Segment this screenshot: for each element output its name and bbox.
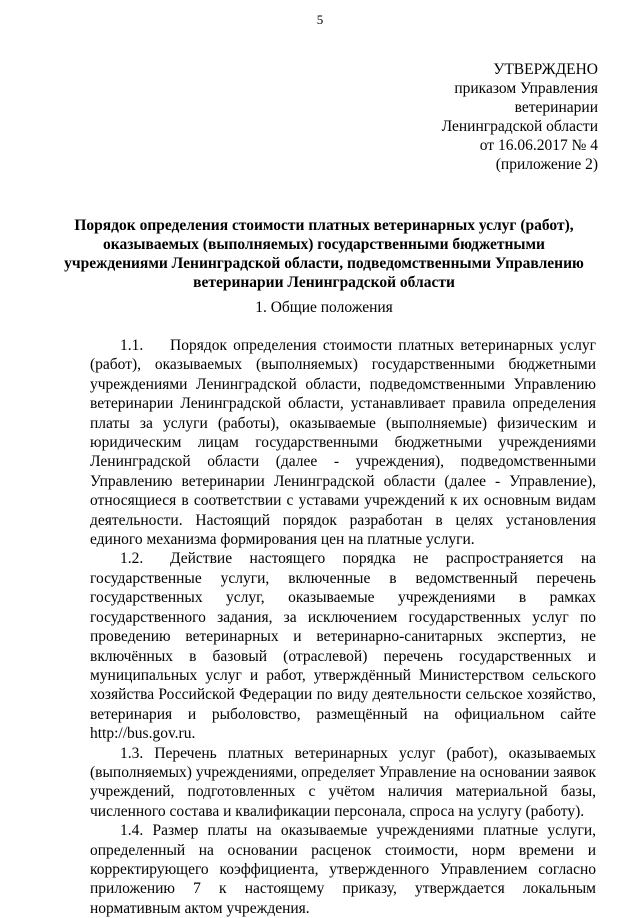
approval-line: ветеринарии xyxy=(514,99,598,116)
approval-line: от 16.06.2017 № 4 xyxy=(479,137,598,154)
paragraph-number: 1.3. xyxy=(120,744,144,762)
paragraph-1-3 xyxy=(90,744,596,822)
paragraph-1-1 xyxy=(90,336,596,549)
paragraph-number: 1.4. xyxy=(120,822,144,840)
approval-line: УТВЕРЖДЕНО xyxy=(493,61,598,78)
section-heading: 1. Общие положения xyxy=(255,299,393,316)
approval-stamp xyxy=(338,60,598,174)
paragraph-number: 1.1. xyxy=(120,337,144,354)
page-number: 5 xyxy=(316,12,324,27)
paragraph-text: Размер платы на оказываемые учреждениями платные услуги, определенный на основании расценок стоимости, норм времени и корректирующего коэффициента, утвержденного Управлением согласно приложению 7 к настоящему приказу, утверждается локальным нормативным актом учреждения. xyxy=(90,822,596,917)
paragraph-1-4 xyxy=(90,821,596,918)
paragraph-text: Действие настоящего порядка не распространяется на государственные услуги, включенные в ведомственный перечень государственных услуг, оказываемые учреждениями в рамках государственного задания, за исключением государственных услуг по проведению ветеринарных и ветеринарно-санитарных экспертиз, не включённых в базовый (отраслевой) перечень государственных и муниципальных услуг и работ, утверждённый Министерством сельского хозяйства Российской Федерации по виду деятельности сельское хозяйство, ветеринария и рыболовство, размещённый на официальном сайте http://bus.gov.ru. xyxy=(90,550,596,743)
paragraph-1-2 xyxy=(90,549,596,743)
document-title: Порядок определения стоимости платных ветеринарных услуг (работ), оказываемых (выполняемых) государственными бюджетными учреждениями Ленинградской области, подведомственными Управлению ветеринарии Ленинградской области xyxy=(64,217,584,291)
paragraph-number: 1.2. xyxy=(120,550,144,568)
approval-line: приказом Управления xyxy=(454,80,598,97)
paragraph-text: Порядок определения стоимости платных ветеринарных услуг (работ), оказываемых (выполняемых) государственными бюджетными учреждениями Ленинградской области, подведомственными Управлению ветеринарии Ленинградской области, устанавливает правила определения платы за услуги (работы), оказываемые (выполняемые) физическим и юридическим лицам государственными бюджетными учреждениями Ленинградской области (далее - учреждения), подведомственными Управлению ветеринарии Ленинградской области (далее - Управление), относящиеся в соответствии с уставами учреждений к их основным видам деятельности. Настоящий порядок разработан в целях установления единого механизма формирования цен на платные услуги. xyxy=(90,337,596,549)
paragraph-text: Перечень платных ветеринарных услуг (работ), оказываемых (выполняемых) учреждениями, определяет Управление на основании заявок учреждений, подготовленных с учётом наличия материальной базы, численного состава и квалификации персонала, спроса на услугу (работу). xyxy=(90,744,596,820)
document-body xyxy=(90,336,596,918)
approval-line: Ленинградской области xyxy=(441,118,598,135)
approval-line: (приложение 2) xyxy=(495,156,598,173)
